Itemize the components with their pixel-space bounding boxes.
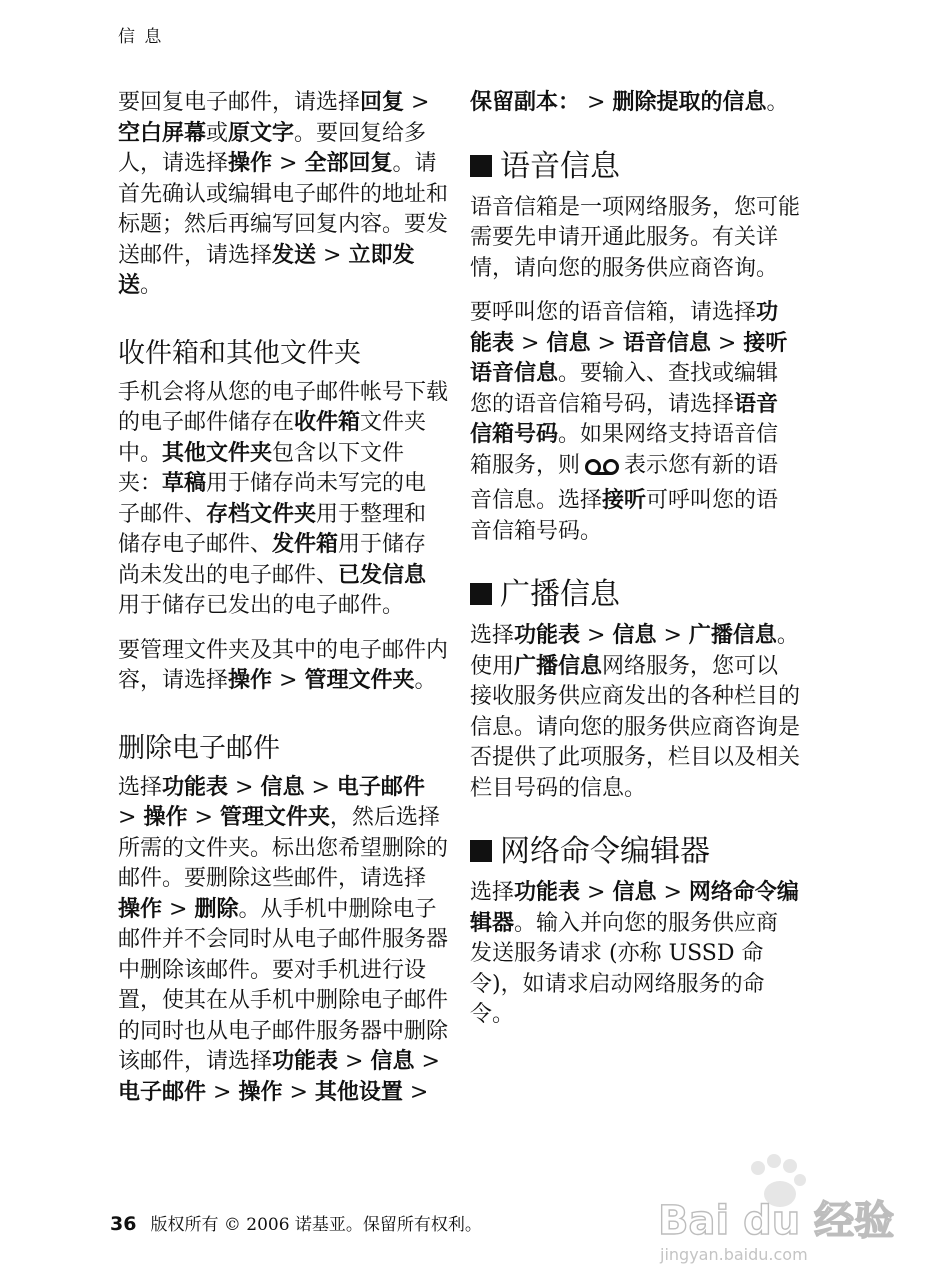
- menu-term: 空白屏幕: [118, 120, 207, 146]
- menu-term: 功能表: [514, 880, 581, 905]
- delete-email-paragraph: [118, 773, 448, 1109]
- text: 。: [766, 90, 789, 115]
- menu-term: 信息: [260, 774, 305, 800]
- menu-term: 立即发送: [118, 242, 415, 298]
- menu-term: 收件箱: [294, 410, 361, 435]
- text: 用于储存尚未写完的电子邮件、: [118, 471, 427, 527]
- menu-term: 删除提取的信息: [612, 90, 767, 115]
- text: 选择: [118, 774, 163, 800]
- separator: >: [402, 1079, 429, 1105]
- menu-term: 回复: [360, 90, 405, 115]
- text: 要呼叫您的语音信箱，请选择: [470, 300, 757, 325]
- text: 用于储存尚未发出的电子邮件、: [118, 532, 427, 588]
- separator: >: [656, 880, 689, 905]
- separator: >: [162, 896, 195, 922]
- voicemail-intro-paragraph: 语音信箱是一项网络服务，您可能需要先申请开通此服务。有关详情，请向您的服务供应商咨询。: [470, 194, 801, 281]
- menu-term: 保留副本：: [470, 90, 581, 115]
- menu-term: 操作: [118, 896, 163, 922]
- text: 要回复电子邮件，请选择: [118, 90, 361, 115]
- square-bullet-icon: [470, 583, 492, 605]
- voice-messages-heading: [470, 147, 800, 187]
- text: 。: [140, 273, 163, 298]
- text: 用于整理和储存电子邮件、: [118, 501, 427, 557]
- separator: >: [414, 1049, 440, 1074]
- menu-term: 广播信息: [688, 623, 777, 648]
- menu-term: 发件箱: [272, 532, 339, 557]
- menu-term: 其他设置: [314, 1079, 403, 1105]
- right-column: [470, 88, 800, 1045]
- baidu-jingyan-watermark: [640, 1148, 920, 1268]
- separator: >: [187, 805, 220, 830]
- text: 手机会将从您的电子邮件帐号下载的电子邮件储存在: [118, 379, 449, 435]
- network-command-paragraph: [470, 878, 800, 1031]
- copyright-notice: 版权所有 © 2006 诺基亚。保留所有权利。: [150, 1215, 482, 1235]
- left-column: [118, 88, 448, 1122]
- text: 文件夹中。: [118, 410, 427, 466]
- text: 可呼叫您的语音信箱号码。: [470, 488, 779, 544]
- separator: >: [304, 774, 337, 800]
- separator: >: [514, 330, 547, 356]
- text: 选择: [470, 880, 515, 905]
- running-header: 信 息: [118, 27, 164, 47]
- square-bullet-icon: [470, 840, 492, 862]
- menu-term: 功能表: [514, 623, 581, 648]
- menu-term: 信息: [370, 1049, 415, 1074]
- network-command-editor-heading: [470, 832, 800, 872]
- broadcast-messages-heading: [470, 575, 800, 615]
- page-footer: [110, 1210, 482, 1235]
- separator: >: [228, 774, 261, 800]
- separator: >: [710, 330, 744, 356]
- voicemail-icon: [584, 456, 620, 487]
- square-bullet-icon: [470, 155, 492, 177]
- text: 网络服务，您可以接收服务供应商发出的各种栏目的信息。请向您的服务供应商咨询是否提供了此项服务，栏目以及相关栏目号码的信息。: [470, 653, 801, 801]
- inbox-folders-paragraph: [118, 378, 448, 622]
- text: 。要输入、查找或编辑您的语音信箱号码，请选择: [470, 361, 779, 417]
- menu-term: 全部回复: [304, 151, 393, 176]
- reply-paragraph: [118, 88, 448, 302]
- menu-term: 其他文件夹: [162, 440, 273, 466]
- menu-term: 删除: [194, 896, 239, 922]
- watermark-url: jingyan.baidu.com: [660, 1245, 808, 1264]
- menu-term: 已发信息: [338, 562, 427, 588]
- heading-text: 语音信息: [500, 148, 620, 184]
- menu-term: 信息: [612, 623, 657, 648]
- inbox-folders-heading: 收件箱和其他文件夹: [118, 337, 361, 369]
- menu-term: 广播信息: [514, 653, 603, 679]
- separator: >: [272, 151, 305, 176]
- separator: >: [338, 1049, 371, 1074]
- separator: >: [118, 805, 144, 830]
- keep-copy-paragraph: [470, 88, 800, 119]
- menu-term: 草稿: [162, 471, 207, 496]
- separator: >: [282, 1079, 315, 1105]
- menu-term: 功能表: [470, 300, 779, 356]
- menu-term: 管理文件夹: [304, 668, 415, 693]
- text: 。输入并向您的服务供应商发送服务请求 (亦称 USSD 命令)，如请求启动网络服务的命令。: [470, 910, 779, 1027]
- text: 要管理文件夹及其中的电子邮件内容，请选择: [118, 637, 449, 693]
- watermark-brand: Bai du 经验: [658, 1198, 895, 1244]
- menu-term: 接听: [602, 488, 647, 513]
- menu-term: 电子邮件: [336, 774, 425, 800]
- menu-term: 信息: [612, 880, 657, 905]
- menu-term: 操作: [228, 668, 273, 693]
- manage-folders-paragraph: [118, 636, 448, 697]
- menu-term: 操作: [143, 805, 188, 830]
- menu-term: 语音信息: [622, 330, 711, 356]
- text: 。要回复给多人，请选择: [118, 120, 427, 176]
- menu-term: 发送: [272, 242, 317, 268]
- broadcast-paragraph: [470, 621, 800, 804]
- text: ，然后选择所需的文件夹。标出您希望删除的邮件。要删除这些邮件，请选择: [118, 805, 449, 891]
- text: 。从手机中删除电子邮件并不会同时从电子邮件服务器中删除该邮件。要对手机进行设置，使其在从手机中删除电子邮件的同时也从电子邮件服务器中删除该邮件，请选择: [118, 896, 449, 1074]
- separator: >: [590, 330, 623, 356]
- menu-term: 原文字: [228, 120, 295, 146]
- menu-term: 功能表: [162, 774, 229, 800]
- menu-term: 信息: [546, 330, 591, 356]
- separator: >: [404, 90, 430, 115]
- menu-term: 管理文件夹: [219, 805, 330, 830]
- separator: >: [580, 90, 613, 115]
- separator: >: [206, 1079, 239, 1105]
- separator: >: [316, 242, 349, 268]
- menu-term: 功能表: [272, 1049, 339, 1074]
- separator: >: [580, 623, 613, 648]
- text: 用于储存已发出的电子邮件。: [118, 593, 405, 618]
- page-number: 36: [110, 1213, 137, 1235]
- text: 。请首先确认或编辑电子邮件的地址和标题；然后再编写回复内容。要发送邮件，请选择: [118, 151, 449, 268]
- text: 包含以下文件夹：: [118, 440, 405, 496]
- menu-term: 操作: [228, 151, 273, 176]
- heading-text: 网络命令编辑器: [500, 834, 710, 869]
- menu-term: 网络命令编辑器: [470, 880, 799, 936]
- menu-term: 存档文件夹: [206, 501, 317, 527]
- text: 表示您有新的语音信息。选择: [470, 452, 779, 513]
- separator: >: [656, 623, 689, 648]
- text: 选择: [470, 623, 515, 648]
- separator: >: [272, 668, 305, 693]
- text: 。如果网络支持语音信箱服务，则: [470, 422, 779, 478]
- separator: >: [580, 880, 613, 905]
- menu-term: 接听语音信息: [470, 330, 788, 386]
- menu-term: 语音信箱号码: [470, 391, 779, 447]
- menu-term: 操作: [238, 1079, 283, 1105]
- voicemail-call-paragraph: [470, 298, 800, 547]
- text: 。使用: [470, 623, 799, 679]
- menu-term: 电子邮件: [118, 1079, 207, 1105]
- text: 。: [414, 668, 437, 693]
- delete-email-heading: 删除电子邮件: [118, 732, 280, 764]
- text: 或: [206, 120, 229, 146]
- heading-text: 广播信息: [500, 577, 620, 612]
